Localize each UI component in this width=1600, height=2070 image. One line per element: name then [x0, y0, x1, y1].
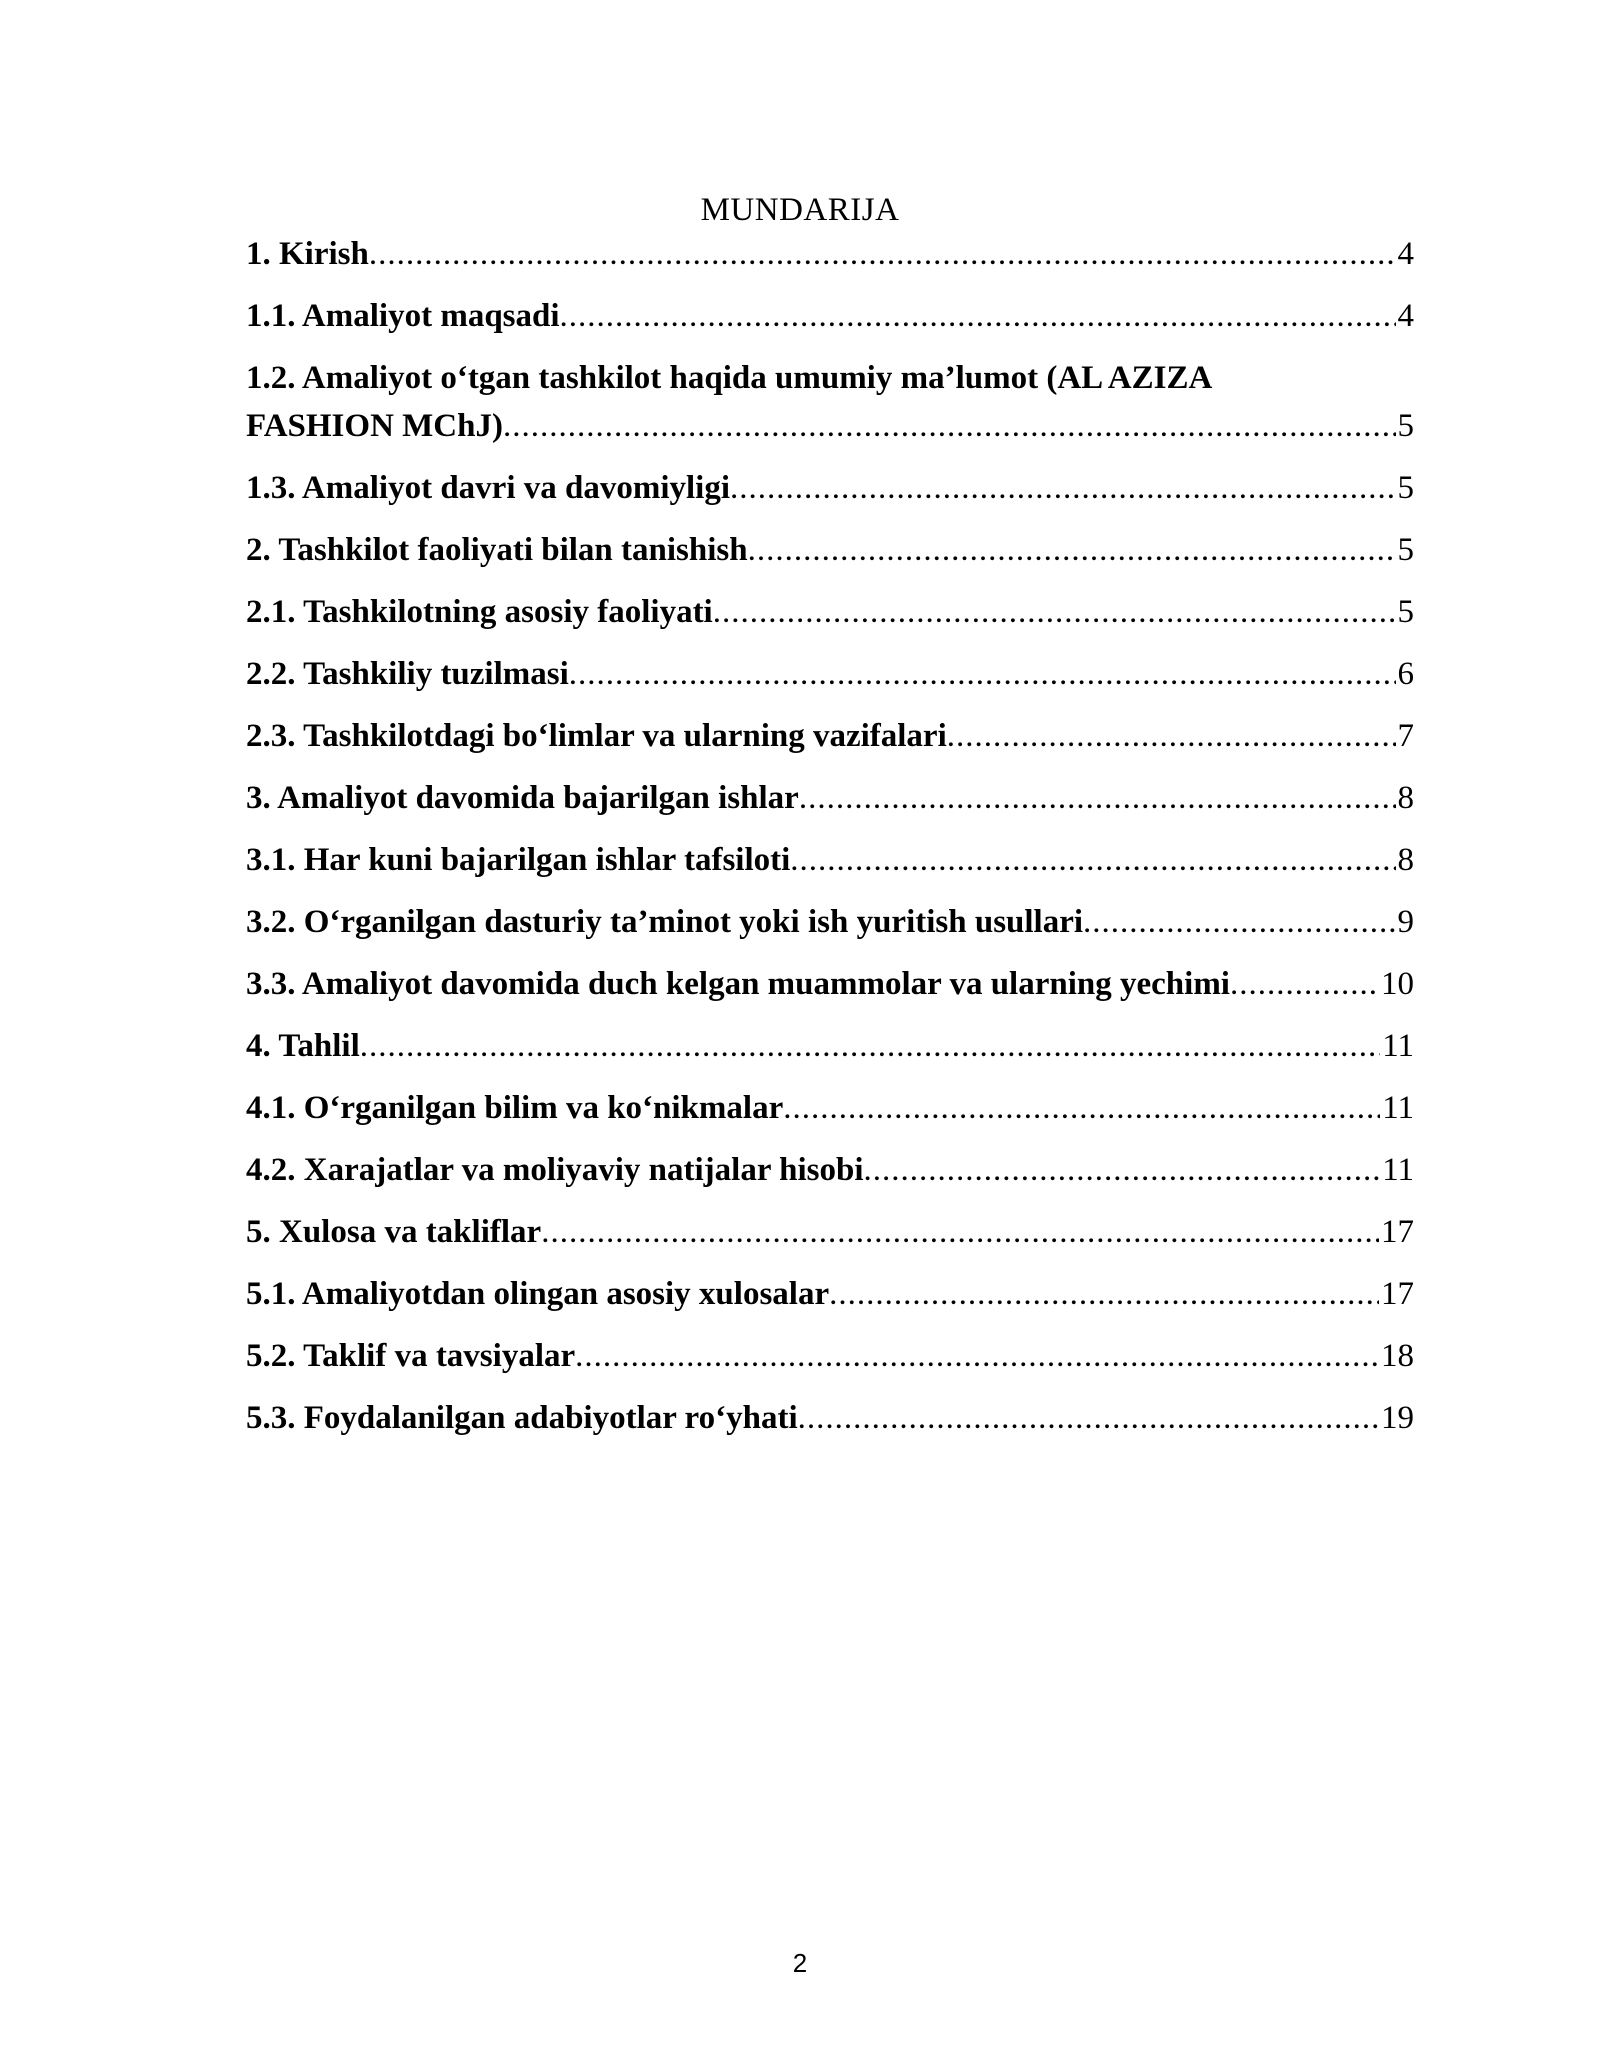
- toc-entry[interactable]: [246, 1146, 1414, 1194]
- table-of-contents: [246, 230, 1414, 1442]
- toc-entry[interactable]: [246, 1208, 1414, 1256]
- toc-dot-leader: [864, 1146, 1381, 1194]
- toc-entry-page: 18: [1381, 1338, 1414, 1374]
- toc-entry[interactable]: [246, 1084, 1414, 1132]
- toc-entry-page: 5: [1397, 470, 1414, 506]
- toc-entry[interactable]: [246, 1022, 1414, 1070]
- toc-entry-label: 3.3. Amaliyot davomida duch kelgan muammolar va ularning yechimi: [246, 966, 1230, 1002]
- toc-entry[interactable]: [246, 836, 1414, 884]
- toc-dot-leader: [1083, 898, 1395, 946]
- toc-entry-label: 3.2. O‘rganilgan dasturiy ta’minot yoki ish yuritish usullari: [246, 904, 1084, 940]
- toc-entry-page: 11: [1382, 1152, 1414, 1188]
- toc-entry-page: 10: [1381, 966, 1414, 1002]
- toc-entry-label: 3.1. Har kuni bajarilgan ishlar tafsiloti: [246, 842, 791, 878]
- toc-entry-page: 7: [1397, 718, 1414, 754]
- toc-entry[interactable]: [246, 1270, 1414, 1318]
- toc-dot-leader: [503, 402, 1396, 450]
- toc-dot-leader: [783, 1084, 1380, 1132]
- toc-dot-leader: [713, 588, 1396, 636]
- toc-entry-page: 11: [1382, 1028, 1414, 1064]
- toc-entry[interactable]: [246, 1332, 1414, 1380]
- toc-title: MUNDARIJA: [700, 192, 900, 228]
- toc-dot-leader: [829, 1270, 1379, 1318]
- toc-dot-leader: [575, 1332, 1379, 1380]
- toc-entry-page: 5: [1397, 532, 1414, 568]
- toc-entry[interactable]: [246, 354, 1414, 450]
- toc-entry-page: 11: [1382, 1090, 1414, 1126]
- toc-entry-page: 19: [1381, 1400, 1414, 1436]
- toc-entry[interactable]: [246, 230, 1414, 278]
- toc-dot-leader: [799, 774, 1396, 822]
- toc-entry-label-line1: 1.2. Amaliyot o‘tgan tashkilot haqida umumiy ma’lumot (AL AZIZA: [246, 360, 1213, 396]
- toc-entry[interactable]: [246, 292, 1414, 340]
- toc-entry-label: 5.1. Amaliyotdan olingan asosiy xulosalar: [246, 1276, 830, 1312]
- toc-entry[interactable]: [246, 464, 1414, 512]
- toc-dot-leader: [560, 292, 1396, 340]
- page-number: 2: [792, 1948, 808, 1978]
- toc-entry-page: 4: [1397, 236, 1414, 272]
- toc-entry-label: 2. Tashkilot faoliyati bilan tanishish: [246, 532, 748, 568]
- toc-entry-label: 2.2. Tashkiliy tuzilmasi: [246, 656, 569, 692]
- toc-dot-leader: [369, 230, 1396, 278]
- toc-entry-page: 8: [1397, 780, 1414, 816]
- toc-entry-page: 9: [1397, 904, 1414, 940]
- toc-entry-label: 1. Kirish: [246, 236, 369, 272]
- toc-entry-page: 5: [1397, 408, 1414, 444]
- toc-dot-leader: [360, 1022, 1380, 1070]
- toc-entry[interactable]: [246, 588, 1414, 636]
- toc-entry-label: 4. Tahlil: [246, 1028, 360, 1064]
- toc-entry[interactable]: [246, 526, 1414, 574]
- toc-entry[interactable]: [246, 650, 1414, 698]
- toc-entry-label: 2.3. Tashkilotdagi bo‘limlar va ularning vazifalari: [246, 718, 947, 754]
- toc-dot-leader: [541, 1208, 1379, 1256]
- toc-entry-label: 5.2. Taklif va tavsiyalar: [246, 1338, 576, 1374]
- toc-entry-label: 5. Xulosa va takliflar: [246, 1214, 542, 1250]
- toc-entry-label: FASHION MChJ): [246, 408, 503, 444]
- toc-entry-page: 4: [1397, 298, 1414, 334]
- toc-entry-page: 17: [1381, 1276, 1414, 1312]
- toc-entry-label: 4.1. O‘rganilgan bilim va ko‘nikmalar: [246, 1090, 784, 1126]
- toc-dot-leader: [730, 464, 1395, 512]
- toc-entry-label: 2.1. Tashkilotning asosiy faoliyati: [246, 594, 713, 630]
- toc-entry-page: 5: [1397, 594, 1414, 630]
- toc-entry-page: 8: [1397, 842, 1414, 878]
- toc-dot-leader: [1230, 960, 1379, 1008]
- toc-dot-leader: [569, 650, 1396, 698]
- toc-dot-leader: [947, 712, 1396, 760]
- toc-entry-label: 3. Amaliyot davomida bajarilgan ishlar: [246, 780, 799, 816]
- toc-entry-label: 5.3. Foydalanilgan adabiyotlar ro‘yhati: [246, 1400, 798, 1436]
- toc-entry-label: 1.1. Amaliyot maqsadi: [246, 298, 560, 334]
- toc-entry[interactable]: [246, 712, 1414, 760]
- toc-dot-leader: [748, 526, 1396, 574]
- toc-entry[interactable]: [246, 898, 1414, 946]
- toc-entry-label: 1.3. Amaliyot davri va davomiyligi: [246, 470, 731, 506]
- toc-entry[interactable]: [246, 960, 1414, 1008]
- toc-entry-page: 6: [1397, 656, 1414, 692]
- toc-dot-leader: [790, 836, 1395, 884]
- toc-entry-label: 4.2. Xarajatlar va moliyaviy natijalar hisobi: [246, 1152, 864, 1188]
- toc-dot-leader: [798, 1394, 1379, 1442]
- toc-entry[interactable]: [246, 774, 1414, 822]
- toc-entry-page: 17: [1381, 1214, 1414, 1250]
- toc-entry[interactable]: [246, 1394, 1414, 1442]
